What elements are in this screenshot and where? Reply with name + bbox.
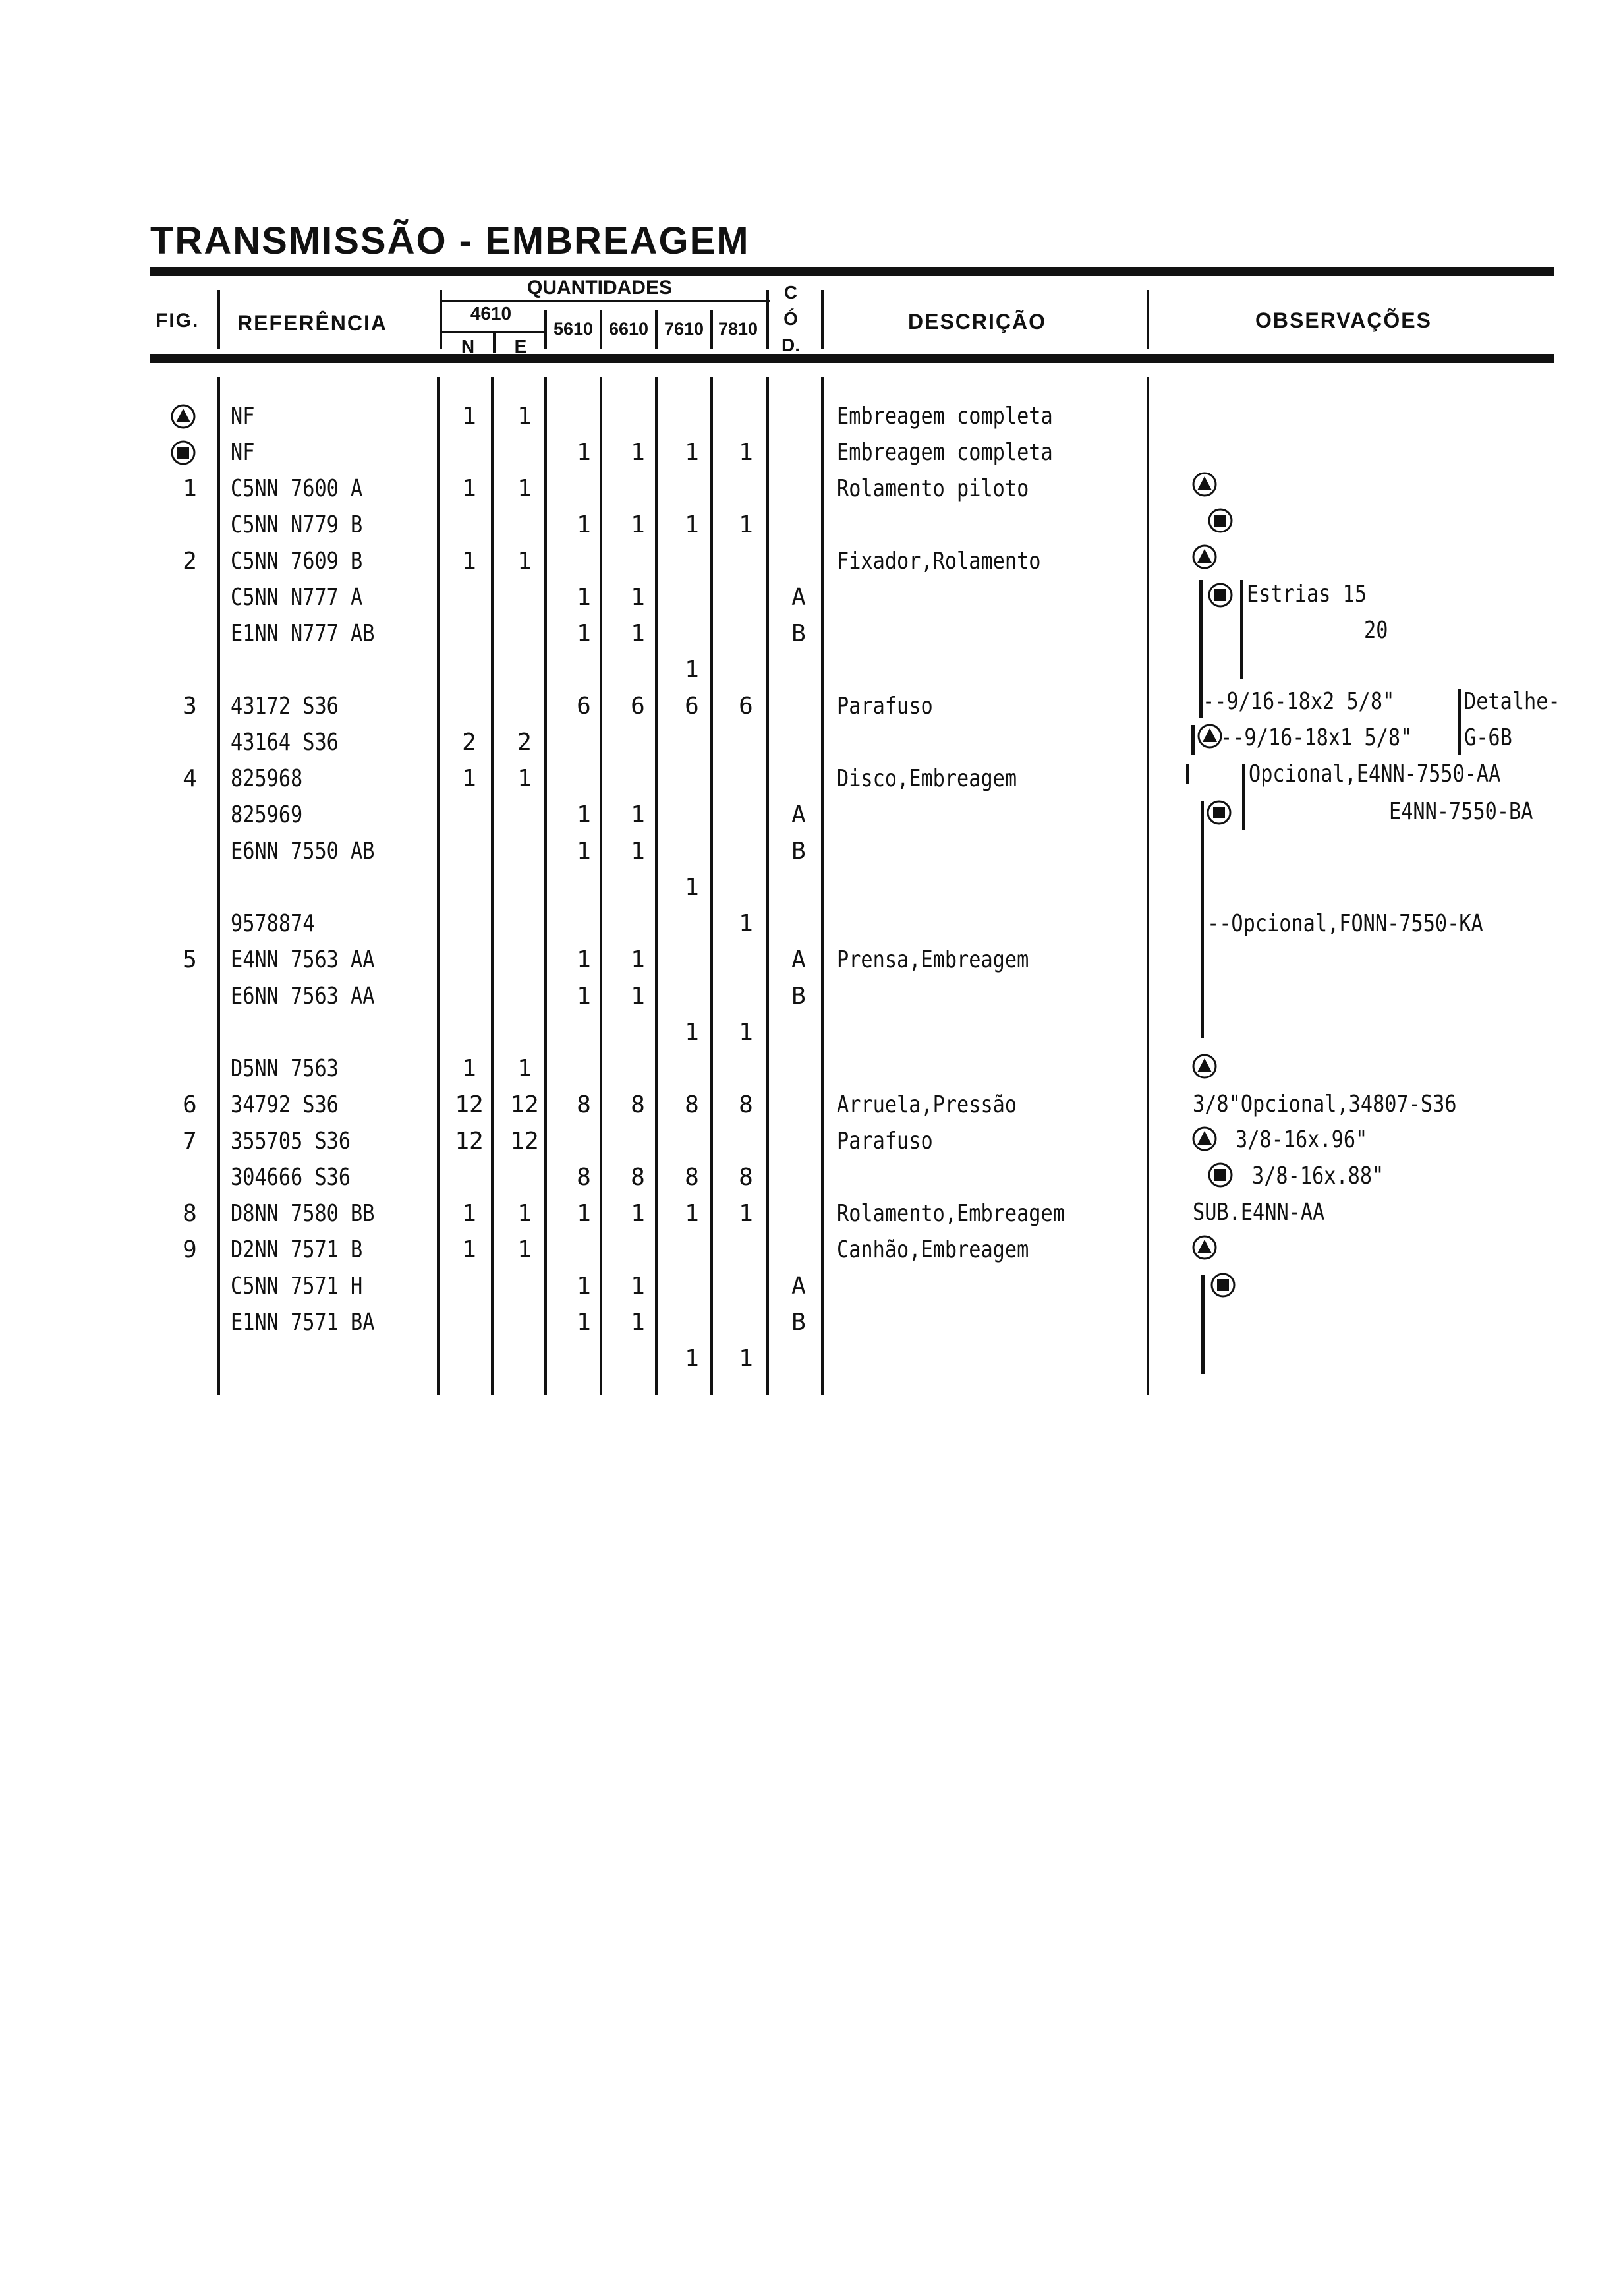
bracket-bar <box>1240 580 1243 679</box>
quantity-cell-q5610: 1 <box>577 511 591 538</box>
reference-cell: 355705 S36 <box>231 1128 351 1155</box>
reference-cell: E4NN 7563 AA <box>231 946 375 973</box>
quantity-cell-q6610: 6 <box>631 693 645 720</box>
quantity-cell-q6610: 1 <box>631 1200 645 1227</box>
column-rule <box>821 377 824 1395</box>
fig-number: 1 <box>183 475 197 502</box>
description-cell: Parafuso <box>837 693 933 720</box>
obs-opcional-1: Opcional,E4NN-7550-AA <box>1249 761 1501 788</box>
reference-cell: D5NN 7563 <box>231 1055 339 1082</box>
reference-cell: 43172 S36 <box>231 693 339 720</box>
reference-cell: 825968 <box>231 765 303 792</box>
reference-cell: C5NN N777 A <box>231 584 363 611</box>
header-divider <box>766 290 769 349</box>
quantity-cell-n: 1 <box>462 475 476 502</box>
column-rule <box>1147 377 1149 1395</box>
column-rule <box>217 377 220 1395</box>
square-icon <box>1207 507 1234 534</box>
triangle-icon <box>1191 1053 1218 1079</box>
quantity-cell-q6610: 1 <box>631 511 645 538</box>
quantity-cell-q6610: 8 <box>631 1164 645 1191</box>
header-quant-line <box>441 300 770 302</box>
description-cell: Disco,Embreagem <box>837 765 1017 792</box>
quantity-cell-q5610: 8 <box>577 1091 591 1118</box>
header-4610: 4610 <box>470 303 512 324</box>
header-quantidades: QUANTIDADES <box>526 277 672 299</box>
obs-estrias-20: 20 <box>1364 617 1388 644</box>
fig-number: 6 <box>183 1091 197 1118</box>
reference-cell: C5NN N779 B <box>231 511 363 538</box>
code-cell: B <box>791 1309 806 1336</box>
quantity-cell-q5610: 1 <box>577 838 591 865</box>
quantity-cell-q5610: 1 <box>577 801 591 828</box>
quantity-cell-n: 1 <box>462 548 476 575</box>
quantity-cell-n: 12 <box>455 1128 484 1155</box>
header-cod-c: C <box>783 282 798 302</box>
header-referencia: REFERÊNCIA <box>237 311 388 335</box>
reference-cell: 34792 S36 <box>231 1091 339 1118</box>
triangle-icon <box>170 403 196 430</box>
code-cell: A <box>791 584 806 611</box>
header-5610: 5610 <box>553 319 594 339</box>
reference-cell: D8NN 7580 BB <box>231 1200 375 1227</box>
code-cell: B <box>791 620 806 647</box>
header-observacoes: OBSERVAÇÕES <box>1255 308 1432 332</box>
quantity-cell-q7610: 1 <box>685 656 699 683</box>
quantity-cell-q6610: 1 <box>631 838 645 865</box>
quantity-cell-n: 1 <box>462 403 476 430</box>
reference-cell: E6NN 7563 AA <box>231 983 375 1010</box>
code-cell: A <box>791 946 806 973</box>
obs-parafuso-b: 3/8-16x.88" <box>1252 1162 1384 1190</box>
reference-cell: NF <box>231 403 255 430</box>
fig-number: 5 <box>183 946 197 973</box>
quantity-cell-q6610: 1 <box>631 620 645 647</box>
quantity-cell-q5610: 6 <box>577 693 591 720</box>
square-icon <box>1207 1162 1234 1188</box>
reference-cell: C5NN 7571 H <box>231 1273 363 1300</box>
quantity-cell-q7810: 6 <box>739 693 753 720</box>
quantity-cell-q6610: 1 <box>631 801 645 828</box>
quantity-cell-q7810: 8 <box>739 1091 753 1118</box>
quantity-cell-n: 1 <box>462 1200 476 1227</box>
description-cell: Parafuso <box>837 1128 933 1155</box>
obs-estrias: Estrias 15 <box>1247 581 1367 608</box>
quantity-cell-e: 1 <box>517 1200 532 1227</box>
fig-number: 4 <box>183 765 197 792</box>
code-cell: A <box>791 1273 806 1300</box>
header-divider <box>600 310 602 349</box>
header-descricao: DESCRIÇÃO <box>908 310 1047 333</box>
column-rule <box>766 377 769 1395</box>
header-bottom-bar <box>150 354 1554 363</box>
quantity-cell-e: 12 <box>510 1128 539 1155</box>
header-6610: 6610 <box>608 319 649 339</box>
quantity-cell-q7610: 1 <box>685 439 699 466</box>
quantity-cell-q5610: 1 <box>577 439 591 466</box>
quantity-cell-q6610: 1 <box>631 584 645 611</box>
fig-number: 7 <box>183 1128 197 1155</box>
page-title: TRANSMISSÃO - EMBREAGEM <box>150 219 750 262</box>
quantity-cell-q5610: 1 <box>577 1273 591 1300</box>
column-rule <box>437 377 440 1395</box>
reference-cell: 43164 S36 <box>231 729 339 756</box>
quantity-cell-q7810: 1 <box>739 1200 753 1227</box>
square-icon <box>1210 1272 1236 1298</box>
obs-detalhe-1: Detalhe- <box>1464 688 1560 715</box>
quantity-cell-q6610: 1 <box>631 1309 645 1336</box>
obs-parafuso-1: --9/16-18x2 5/8" <box>1203 688 1395 715</box>
quantity-cell-q6610: 1 <box>631 439 645 466</box>
quantity-cell-q7610: 1 <box>685 1345 699 1372</box>
reference-cell: D2NN 7571 B <box>231 1236 363 1263</box>
triangle-icon <box>1191 1126 1218 1152</box>
quantity-cell-q7810: 8 <box>739 1164 753 1191</box>
fig-number: 9 <box>183 1236 197 1263</box>
description-cell: Embreagem completa <box>837 439 1053 466</box>
quantity-cell-q7810: 1 <box>739 1345 753 1372</box>
header-cod-o: Ó <box>783 308 798 329</box>
obs-arruela: 3/8"Opcional,34807-S36 <box>1193 1091 1457 1118</box>
header-divider <box>655 310 658 349</box>
quantity-cell-q5610: 1 <box>577 1309 591 1336</box>
obs-sub: SUB.E4NN-AA <box>1193 1199 1325 1226</box>
header-divider <box>544 310 547 349</box>
obs-detalhe-2: G-6B <box>1464 724 1512 751</box>
header-divider <box>440 290 442 349</box>
reference-cell: C5NN 7600 A <box>231 475 363 502</box>
bracket-bar <box>1201 801 1204 1038</box>
fig-number: 2 <box>183 548 197 575</box>
quantity-cell-q5610: 1 <box>577 983 591 1010</box>
header-divider <box>1147 290 1149 349</box>
description-cell: Embreagem completa <box>837 403 1053 430</box>
code-cell: A <box>791 801 806 828</box>
quantity-cell-q5610: 1 <box>577 584 591 611</box>
header-n: N <box>461 336 475 357</box>
description-cell: Prensa,Embreagem <box>837 946 1029 973</box>
quantity-cell-e: 1 <box>517 403 532 430</box>
description-cell: Rolamento piloto <box>837 475 1029 502</box>
quantity-cell-q5610: 1 <box>577 946 591 973</box>
quantity-cell-q5610: 1 <box>577 620 591 647</box>
quantity-cell-q7810: 1 <box>739 439 753 466</box>
header-7610: 7610 <box>664 319 704 339</box>
quantity-cell-q7610: 1 <box>685 1200 699 1227</box>
header-top-bar <box>150 267 1554 276</box>
quantity-cell-e: 1 <box>517 475 532 502</box>
bracket-bar <box>1201 1275 1205 1374</box>
code-cell: B <box>791 983 806 1010</box>
obs-opcional-3: --Opcional,FONN-7550-KA <box>1207 910 1483 937</box>
quantity-cell-q5610: 1 <box>577 1200 591 1227</box>
quantity-cell-e: 2 <box>517 729 532 756</box>
quantity-cell-n: 12 <box>455 1091 484 1118</box>
description-cell: Fixador,Rolamento <box>837 548 1041 575</box>
quantity-cell-n: 1 <box>462 1055 476 1082</box>
header-divider <box>821 290 824 349</box>
square-icon <box>1207 582 1234 608</box>
quantity-cell-n: 2 <box>462 729 476 756</box>
description-cell: Rolamento,Embreagem <box>837 1200 1065 1227</box>
quantity-cell-q7610: 8 <box>685 1091 699 1118</box>
column-rule <box>544 377 547 1395</box>
header-7810: 7810 <box>718 319 758 339</box>
quantity-cell-q6610: 1 <box>631 983 645 1010</box>
quantity-cell-q7810: 1 <box>739 910 753 937</box>
reference-cell: 825969 <box>231 801 303 828</box>
quantity-cell-n: 1 <box>462 765 476 792</box>
header-divider <box>710 310 713 349</box>
obs-opcional-2: E4NN-7550-BA <box>1389 798 1533 825</box>
code-cell: B <box>791 838 806 865</box>
header-e: E <box>514 336 527 357</box>
quantity-cell-q7810: 1 <box>739 1019 753 1046</box>
triangle-icon <box>1191 471 1218 498</box>
header-cod-d: D. <box>781 335 800 355</box>
quantity-cell-e: 12 <box>510 1091 539 1118</box>
reference-cell: 304666 S36 <box>231 1164 351 1191</box>
description-cell: Canhão,Embreagem <box>837 1236 1029 1263</box>
header-divider <box>493 333 496 353</box>
quantity-cell-q7610: 1 <box>685 1019 699 1046</box>
reference-cell: C5NN 7609 B <box>231 548 363 575</box>
header-fig: FIG. <box>156 310 200 331</box>
triangle-icon <box>1197 723 1223 749</box>
quantity-cell-q7610: 1 <box>685 511 699 538</box>
reference-cell: NF <box>231 439 255 466</box>
quantity-cell-q7810: 1 <box>739 511 753 538</box>
quantity-cell-q5610: 8 <box>577 1164 591 1191</box>
triangle-icon <box>1191 544 1218 570</box>
reference-cell: E1NN N777 AB <box>231 620 375 647</box>
reference-cell: E6NN 7550 AB <box>231 838 375 865</box>
quantity-cell-q7610: 1 <box>685 874 699 901</box>
quantity-cell-q7610: 6 <box>685 693 699 720</box>
quantity-cell-e: 1 <box>517 1055 532 1082</box>
bracket-bar <box>1458 689 1461 755</box>
obs-parafuso-2: --9/16-18x1 5/8" <box>1220 724 1413 751</box>
quantity-cell-q6610: 1 <box>631 946 645 973</box>
square-icon <box>1206 799 1232 826</box>
obs-parafuso-a: 3/8-16x.96" <box>1236 1126 1368 1153</box>
quantity-cell-q6610: 8 <box>631 1091 645 1118</box>
header-divider <box>217 290 220 349</box>
quantity-cell-e: 1 <box>517 548 532 575</box>
triangle-icon <box>1191 1234 1218 1261</box>
bracket-bar <box>1186 764 1189 784</box>
square-icon <box>170 440 196 466</box>
reference-cell: E1NN 7571 BA <box>231 1309 375 1336</box>
bracket-bar <box>1242 764 1245 830</box>
fig-number: 3 <box>183 693 197 720</box>
quantity-cell-q7610: 8 <box>685 1164 699 1191</box>
reference-cell: 9578874 <box>231 910 315 937</box>
quantity-cell-e: 1 <box>517 1236 532 1263</box>
fig-number: 8 <box>183 1200 197 1227</box>
quantity-cell-n: 1 <box>462 1236 476 1263</box>
quantity-cell-q6610: 1 <box>631 1273 645 1300</box>
quantity-cell-e: 1 <box>517 765 532 792</box>
column-rule <box>491 377 494 1395</box>
description-cell: Arruela,Pressão <box>837 1091 1017 1118</box>
bracket-bar <box>1191 725 1195 755</box>
